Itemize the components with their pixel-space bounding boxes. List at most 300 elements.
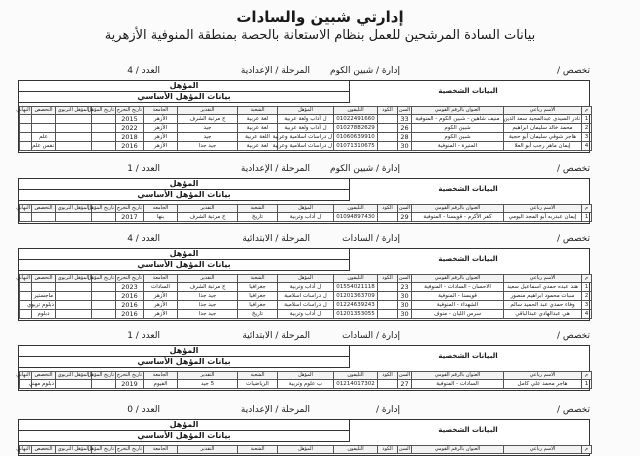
- column-header: تاريخ التخرج: [116, 275, 142, 281]
- stage-label: المرحلة / الابتدائية: [242, 234, 310, 244]
- table-cell: 33: [398, 115, 412, 124]
- column-header: المؤهل التربوي: [56, 205, 92, 213]
- table-cell: لغة عربية: [238, 142, 278, 151]
- table-cell: جيد جدا: [178, 142, 238, 151]
- table-cell: هاجر شوقي سليمان أبو حجية: [504, 133, 582, 142]
- table-cell: تاريخ: [238, 213, 278, 222]
- table-cell: 1: [582, 213, 592, 222]
- table-cell: 2017: [116, 213, 144, 222]
- table-cell: الأزهر: [144, 115, 178, 124]
- column-header: الاسم رباعي: [504, 107, 582, 115]
- table-cell: [20, 283, 32, 292]
- specialization-label: تخصص /: [556, 405, 590, 415]
- admin-label: إدارة / السادات: [342, 331, 400, 341]
- section-box: [18, 80, 590, 153]
- table-cell: ل أداب ولغة عربية: [278, 124, 334, 133]
- table-cell: إيمان عبدربه أبو المجد اليومي: [504, 213, 582, 222]
- qualification-heading: المؤهل: [19, 346, 349, 357]
- column-header: م: [582, 372, 592, 380]
- table-cell: ل أداب وتربية: [278, 310, 334, 319]
- personal-data-heading: البيانات الشخصية: [438, 426, 498, 434]
- admin-label: إدارة / شبين الكوم: [330, 66, 400, 76]
- table-cell: المنيرة - المنوفية: [412, 142, 504, 151]
- table-row: [20, 292, 592, 301]
- table-row: [20, 133, 592, 142]
- table-cell: 01060639910: [334, 133, 378, 142]
- table-cell: 29: [398, 213, 412, 222]
- column-header: التقدير: [178, 372, 238, 380]
- table-cell: [378, 133, 398, 142]
- table-cell: [378, 213, 398, 222]
- table-cell: الأزهر: [144, 292, 178, 301]
- column-header: تاريخ التخرج: [116, 205, 142, 211]
- column-header: السن: [398, 205, 410, 211]
- section-box: [18, 345, 590, 391]
- table-cell: الرياضيات: [238, 380, 278, 389]
- table-cell: 3: [582, 133, 592, 142]
- count-label: العدد / 1: [127, 164, 160, 174]
- table-cell: [56, 115, 92, 124]
- qualification-group: [19, 81, 350, 103]
- header-title: إدارتي شبين والسادات: [236, 8, 404, 26]
- table-cell: قويسنا - المنوفية: [412, 292, 504, 301]
- candidates-table: [16, 371, 592, 389]
- table-cell: هند عبده حمدي اسماعيل سعيد: [504, 283, 582, 292]
- column-header: المؤهل التربوي: [56, 107, 92, 115]
- admin-label: إدارة / شبين الكوم: [330, 164, 400, 174]
- table-cell: ل دراسات اسلامية: [278, 301, 334, 310]
- table-row: [20, 380, 592, 389]
- column-header: المؤهل: [278, 446, 334, 454]
- table-cell: 2016: [116, 301, 144, 310]
- column-header: الكود: [378, 446, 398, 454]
- candidates-table: [16, 274, 592, 319]
- table-cell: ل أداب ولغة عربية: [278, 115, 334, 124]
- table-cell: اللغة عربية: [238, 133, 278, 142]
- section-header: [18, 66, 590, 80]
- table-cell: [92, 115, 116, 124]
- column-header: الشعبة: [238, 107, 278, 115]
- table-row: [20, 115, 592, 124]
- section-header: [18, 164, 590, 178]
- section-1: [18, 66, 590, 153]
- table-cell: 1: [582, 283, 592, 292]
- table-cell: [56, 283, 92, 292]
- table-cell: 30: [398, 142, 412, 151]
- qualification-heading: المؤهل: [19, 81, 349, 92]
- table-cell: محمد خالد سليمان ابراهيم: [504, 124, 582, 133]
- section-box: [18, 248, 590, 321]
- column-header: الجامعة: [144, 205, 178, 213]
- column-header: النهاني: [16, 275, 30, 281]
- table-cell: 2015: [116, 115, 144, 124]
- specialization-label: تخصص /: [556, 331, 590, 341]
- table-cell: [20, 213, 32, 222]
- table-cell: ل أداب وتربية: [278, 213, 334, 222]
- column-header: تاريخ المؤهل: [87, 372, 114, 378]
- column-header: الشعبة: [238, 372, 278, 380]
- table-cell: 3: [582, 301, 592, 310]
- qualification-heading: المؤهل: [19, 420, 349, 431]
- table-cell: الأزهر: [144, 310, 178, 319]
- column-header: الشعبة: [238, 275, 278, 283]
- table-cell: ماجستير: [32, 292, 56, 301]
- table-cell: ب علوم وتربية: [278, 380, 334, 389]
- column-header: التليفون: [334, 205, 378, 213]
- column-header: م: [582, 107, 592, 115]
- table-cell: نادر السيدي عبدالمجيد سعد الدين: [503, 116, 580, 122]
- table-cell: السادات - المنوفية: [412, 380, 504, 389]
- qualification-group: [19, 346, 350, 368]
- qualification-heading: المؤهل: [19, 179, 349, 190]
- table-cell: السادات: [144, 283, 178, 292]
- table-cell: [20, 292, 32, 301]
- table-cell: إيمان ماهر رجب أبو العلا: [504, 142, 582, 151]
- basic-qualification-heading: بيانات المؤهل الأساسي: [19, 190, 349, 201]
- column-header: النهاني: [16, 446, 30, 452]
- table-cell: الأزهر: [144, 124, 178, 133]
- table-cell: [32, 124, 56, 133]
- table-cell: 2016: [116, 292, 144, 301]
- table-cell: 01224639243: [334, 301, 378, 310]
- table-cell: منيف شاهين - شبين الكوم - المنوفية: [412, 115, 504, 124]
- column-header: المؤهل: [278, 107, 334, 115]
- table-cell: 01554021118: [334, 283, 378, 292]
- table-cell: 01071310675: [334, 142, 378, 151]
- section-box: [18, 178, 590, 224]
- column-header: الجامعة: [144, 446, 178, 454]
- table-cell: الشهداء - المنوفية: [412, 301, 504, 310]
- column-header: التقدير: [178, 107, 238, 115]
- table-cell: [56, 380, 92, 389]
- table-cell: دبلوم تربوي: [26, 302, 54, 308]
- table-cell: [56, 310, 92, 319]
- table-cell: 5 جيد: [178, 380, 238, 389]
- table-cell: الأزهر: [144, 133, 178, 142]
- table-cell: [56, 133, 92, 142]
- column-header: الكود: [378, 205, 398, 213]
- section-3: [18, 234, 590, 321]
- table-header-row: [20, 372, 592, 380]
- table-cell: 27: [398, 380, 412, 389]
- column-header: الشعبة: [238, 205, 278, 213]
- column-header: التخصص: [32, 107, 56, 115]
- specialization-label: تخصص /: [556, 164, 590, 174]
- column-header: المؤهل التربوي: [56, 275, 92, 283]
- table-cell: هي عبدالهادي عبدالباقي: [504, 310, 582, 319]
- table-cell: جغرافيا: [238, 292, 278, 301]
- header-subtitle: بيانات السادة المرشحين للعمل بنظام الاستعانة بالحصة بمنطقة المنوفية الأزهرية: [104, 28, 536, 43]
- column-header: المؤهل: [278, 372, 334, 380]
- table-cell: دبلوم مهني: [28, 381, 54, 387]
- stage-label: المرحلة / الإعدادية: [240, 405, 310, 415]
- column-header: التخصص: [32, 446, 56, 454]
- section-header: [18, 405, 590, 419]
- table-cell: [20, 115, 32, 124]
- column-header: النهاني: [16, 205, 30, 211]
- candidates-table: [16, 106, 592, 151]
- column-header: المؤهل التربوي: [56, 446, 92, 454]
- stage-label: المرحلة / الإعدادية: [240, 66, 310, 76]
- column-header: م: [582, 446, 592, 454]
- table-cell: 01094897430: [334, 213, 378, 222]
- table-cell: 2022: [116, 124, 144, 133]
- column-header: النهاني: [16, 107, 30, 113]
- table-cell: [92, 301, 116, 310]
- table-cell: [92, 310, 116, 319]
- table-cell: 26: [398, 124, 412, 133]
- column-header: السن: [398, 275, 410, 281]
- table-cell: جغرافيا: [238, 283, 278, 292]
- table-cell: [92, 213, 116, 222]
- section-box: [18, 419, 590, 456]
- column-header: التقدير: [178, 275, 238, 283]
- column-header: الاسم رباعي: [504, 446, 582, 454]
- table-cell: [92, 380, 116, 389]
- table-cell: 4: [582, 310, 592, 319]
- table-cell: [56, 213, 92, 222]
- table-cell: ج مرتبة الشرف: [178, 115, 238, 124]
- count-label: العدد / 4: [127, 66, 160, 76]
- table-cell: 2: [582, 124, 592, 133]
- table-cell: 2016: [116, 310, 144, 319]
- column-header: تاريخ المؤهل: [87, 275, 114, 281]
- column-header: الجامعة: [144, 372, 178, 380]
- table-cell: [378, 142, 398, 151]
- table-cell: جيد: [178, 124, 238, 133]
- table-cell: جيد جدا: [178, 292, 238, 301]
- column-header: الكود: [378, 275, 398, 283]
- personal-data-heading: البيانات الشخصية: [438, 87, 498, 95]
- qualification-group: [19, 249, 350, 271]
- table-cell: [20, 310, 32, 319]
- table-cell: لغة عربية: [238, 115, 278, 124]
- section-4: [18, 331, 590, 391]
- table-cell: علم: [32, 133, 56, 142]
- table-cell: 01022491660: [334, 115, 378, 124]
- table-cell: [56, 301, 92, 310]
- table-cell: وفاء حمدي عبد الحميد سالم: [504, 301, 582, 310]
- table-row: [20, 142, 592, 151]
- table-cell: الاحسان - السادات - المنوفية: [412, 283, 504, 292]
- table-cell: جيد: [178, 133, 238, 142]
- table-cell: ل دراسات اسلامية: [278, 292, 334, 301]
- table-cell: [32, 213, 56, 222]
- column-header: م: [582, 275, 592, 283]
- column-header: الكود: [378, 372, 398, 380]
- table-cell: دبلوم: [32, 310, 56, 319]
- table-cell: 2: [582, 292, 592, 301]
- column-header: التليفون: [334, 275, 378, 283]
- table-cell: 1: [582, 115, 592, 124]
- table-row: [20, 124, 592, 133]
- admin-label: إدارة /: [376, 405, 400, 415]
- column-header: التقدير: [178, 205, 238, 213]
- column-header: السن: [398, 107, 410, 113]
- table-cell: [378, 124, 398, 133]
- section-2: [18, 164, 590, 224]
- table-cell: لغة عربية: [238, 124, 278, 133]
- specialization-label: تخصص /: [556, 66, 590, 76]
- count-label: العدد / 0: [127, 405, 160, 415]
- column-header: الاسم رباعي: [504, 372, 582, 380]
- column-header: التليفون: [334, 372, 378, 380]
- candidates-table: [16, 204, 592, 222]
- column-header: السن: [398, 372, 410, 378]
- table-cell: هاجر محمد علي كامل: [504, 380, 582, 389]
- table-cell: 2018: [116, 133, 144, 142]
- table-cell: جغرافيا: [238, 301, 278, 310]
- column-header: التخصص: [32, 275, 56, 283]
- table-cell: ل دراسات اسلامية وعربية: [272, 143, 332, 149]
- table-cell: 01201353055: [334, 310, 378, 319]
- table-cell: [92, 124, 116, 133]
- section-header: [18, 234, 590, 248]
- table-cell: الأزهر: [144, 142, 178, 151]
- table-cell: تاريخ: [238, 310, 278, 319]
- column-header: الجامعة: [144, 107, 178, 115]
- table-cell: [32, 115, 56, 124]
- table-cell: ل دراسات اسلامية وعربية: [272, 134, 332, 140]
- table-cell: 23: [398, 283, 412, 292]
- table-cell: [20, 142, 32, 151]
- table-row: [20, 283, 592, 292]
- table-cell: 01027882629: [334, 124, 378, 133]
- table-cell: كفر الأكرم - قويسنا - المنوفية: [412, 213, 504, 222]
- column-header: السن: [398, 446, 410, 452]
- table-cell: [56, 142, 92, 151]
- table-cell: 28: [398, 133, 412, 142]
- qualification-group: [19, 179, 350, 201]
- stage-label: المرحلة / الإعدادية: [240, 164, 310, 174]
- table-row: [20, 310, 592, 319]
- table-header-row: [20, 107, 592, 115]
- table-cell: 01201363709: [334, 292, 378, 301]
- column-header: التقدير: [178, 446, 238, 454]
- column-header: الاسم رباعي: [504, 275, 582, 283]
- personal-data-heading: البيانات الشخصية: [438, 255, 498, 263]
- table-cell: [32, 283, 56, 292]
- personal-data-heading: البيانات الشخصية: [438, 352, 498, 360]
- table-cell: 2016: [116, 142, 144, 151]
- section-5: [18, 405, 590, 456]
- specialization-label: تخصص /: [556, 234, 590, 244]
- column-header: التخصص: [32, 205, 56, 213]
- table-cell: [20, 133, 32, 142]
- table-cell: [92, 142, 116, 151]
- column-header: التخصص: [32, 372, 56, 380]
- count-label: العدد / 1: [127, 331, 160, 341]
- stage-label: المرحلة / الابتدائية: [242, 331, 310, 341]
- column-header: العنوان بالرقم القومي: [412, 275, 504, 283]
- table-cell: [378, 301, 398, 310]
- table-cell: شبين الكوم: [412, 133, 504, 142]
- candidates-table: [16, 445, 592, 454]
- table-header-row: [20, 275, 592, 283]
- count-label: العدد / 4: [127, 234, 160, 244]
- section-header: [18, 331, 590, 345]
- table-cell: 4: [582, 142, 592, 151]
- table-cell: [92, 292, 116, 301]
- basic-qualification-heading: بيانات المؤهل الأساسي: [19, 260, 349, 271]
- personal-data-heading: البيانات الشخصية: [438, 185, 498, 193]
- column-header: المؤهل: [278, 275, 334, 283]
- table-cell: ج مرتبة الشرف: [178, 283, 238, 292]
- table-cell: 30: [398, 292, 412, 301]
- table-cell: ج مرتبة الشرف: [178, 213, 238, 222]
- qualification-group: [19, 420, 350, 442]
- column-header: تاريخ المؤهل: [87, 107, 114, 113]
- column-header: النهاني: [16, 372, 30, 378]
- basic-qualification-heading: بيانات المؤهل الأساسي: [19, 431, 349, 442]
- qualification-heading: المؤهل: [19, 249, 349, 260]
- column-header: تاريخ التخرج: [116, 372, 142, 378]
- column-header: تاريخ المؤهل: [87, 446, 114, 452]
- column-header: العنوان بالرقم القومي: [412, 372, 504, 380]
- table-cell: جيد جدا: [178, 301, 238, 310]
- table-cell: 2019: [116, 380, 144, 389]
- column-header: المؤهل التربوي: [56, 372, 92, 380]
- basic-qualification-heading: بيانات المؤهل الأساسي: [19, 357, 349, 368]
- table-cell: 30: [398, 301, 412, 310]
- table-cell: بنها: [144, 213, 178, 222]
- table-header-row: [20, 446, 592, 454]
- table-cell: [378, 292, 398, 301]
- table-cell: [378, 283, 398, 292]
- basic-qualification-heading: بيانات المؤهل الأساسي: [19, 92, 349, 103]
- table-cell: 2023: [116, 283, 144, 292]
- table-header-row: [20, 205, 592, 213]
- table-cell: شبين الكوم: [412, 124, 504, 133]
- column-header: تاريخ التخرج: [116, 446, 142, 452]
- table-cell: جيد جدا: [178, 310, 238, 319]
- table-cell: [20, 124, 32, 133]
- column-header: العنوان بالرقم القومي: [412, 446, 504, 454]
- table-cell: الأزهر: [144, 301, 178, 310]
- table-cell: [56, 292, 92, 301]
- table-row: [20, 213, 592, 222]
- admin-label: إدارة / السادات: [342, 234, 400, 244]
- column-header: تاريخ المؤهل: [87, 205, 114, 211]
- table-cell: الفيوم: [144, 380, 178, 389]
- column-header: العنوان بالرقم القومي: [412, 107, 504, 115]
- table-cell: 1: [582, 380, 592, 389]
- table-cell: [56, 124, 92, 133]
- column-header: المؤهل: [278, 205, 334, 213]
- column-header: الكود: [378, 107, 398, 115]
- table-cell: [378, 115, 398, 124]
- column-header: التليفون: [334, 107, 378, 115]
- column-header: العنوان بالرقم القومي: [412, 205, 504, 213]
- column-header: الشعبة: [238, 446, 278, 454]
- table-cell: 30: [398, 310, 412, 319]
- table-cell: سرس الليان - منوف: [412, 310, 504, 319]
- column-header: التليفون: [334, 446, 378, 454]
- column-header: م: [582, 205, 592, 213]
- table-cell: سبات محمود ابراهيم منصور: [504, 292, 582, 301]
- table-cell: نفس علم: [32, 143, 54, 149]
- column-header: الاسم رباعي: [504, 205, 582, 213]
- table-cell: 01214017302: [334, 380, 378, 389]
- table-cell: [378, 380, 398, 389]
- column-header: تاريخ التخرج: [116, 107, 142, 113]
- table-cell: ل أداب وتربية: [278, 283, 334, 292]
- table-row: [20, 301, 592, 310]
- table-cell: [92, 133, 116, 142]
- column-header: الجامعة: [144, 275, 178, 283]
- table-cell: [92, 283, 116, 292]
- table-cell: [378, 310, 398, 319]
